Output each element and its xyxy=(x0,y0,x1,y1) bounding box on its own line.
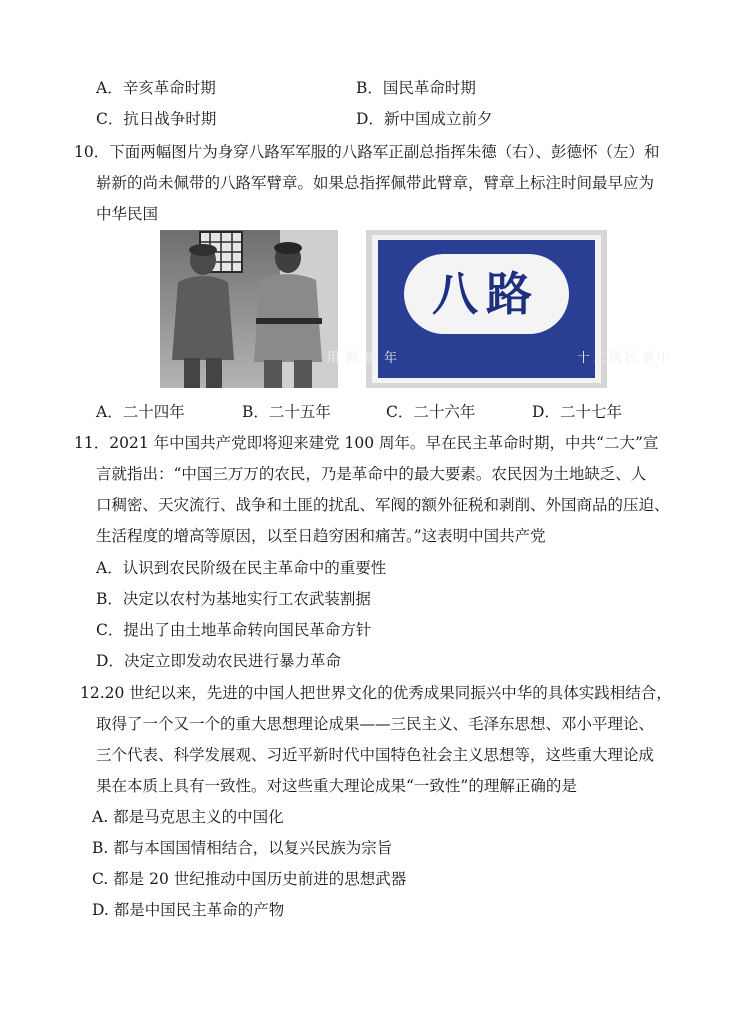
q12-option-a xyxy=(92,807,284,827)
q11-stem-line-1 xyxy=(74,433,658,453)
option-letter: C． xyxy=(96,621,124,639)
armband-year-text: 中華民國二十 xyxy=(577,351,674,366)
q12-stem-line-3: 三个代表、科学发展观、习近平新时代中国特色社会主义思想等，这些重大理论成 xyxy=(96,746,655,764)
q10-stem-line-2: 崭新的尚未佩带的八路军臂章。如果总指挥佩带此臂章，臂章上标注时间最早应为 xyxy=(96,174,655,192)
q12-stem-line-1 xyxy=(80,683,672,703)
option-text: 提出了由土地革命转向国民革命方针 xyxy=(123,621,372,639)
q9-option-b xyxy=(356,78,476,98)
q11-option-d xyxy=(96,651,341,671)
q11-option-a xyxy=(96,558,386,578)
option-letter: A． xyxy=(96,403,123,421)
option-letter: C． xyxy=(386,403,414,421)
q12-option-b xyxy=(92,838,392,858)
q11-stem-line-3: 口稠密、天灾流行、战争和土匪的扰乱、军阀的额外征税和剥削、外国商品的压迫、 xyxy=(96,496,670,514)
q12-option-d xyxy=(92,900,284,920)
option-text: 二十四年 xyxy=(122,403,185,421)
question-number: 10． xyxy=(74,143,110,161)
q10-option-b xyxy=(242,402,331,422)
q10-option-a xyxy=(96,402,185,422)
option-letter: D. xyxy=(92,901,109,919)
q9-option-c xyxy=(96,109,216,129)
q11-option-b xyxy=(96,589,371,609)
option-letter: A. xyxy=(92,808,109,826)
stem-text: 20 世纪以来，先进的中国人把世界文化的优秀成果同振兴中华的具体实践相结合， xyxy=(104,684,672,702)
q12-stem-line-4: 果在本质上具有一致性。对这些重大理论成果“一致性”的理解正确的是 xyxy=(96,777,577,795)
option-text: 辛亥革命时期 xyxy=(122,79,216,97)
q10-stem-line-3: 中华民国 xyxy=(96,205,159,223)
option-text: 二十五年 xyxy=(268,403,331,421)
q10-option-c xyxy=(386,402,475,422)
option-letter: B． xyxy=(356,79,383,97)
q11-stem-line-4: 生活程度的增高等原因，以至日趋穷困和痛苦。”这表明中国共产党 xyxy=(96,527,546,545)
q12-stem-line-2: 取得了一个又一个的重大思想理论成果——三民主义、毛泽东思想、邓小平理论、 xyxy=(96,715,655,733)
option-text: 国民革命时期 xyxy=(382,79,476,97)
option-text: 二十六年 xyxy=(413,403,476,421)
armband-photo xyxy=(326,230,674,388)
option-text: 新中国成立前夕 xyxy=(383,110,493,128)
stem-text: 下面两幅图片为身穿八路军军服的八路军正副总指挥朱德（右）、彭德怀（左）和 xyxy=(109,143,660,161)
option-letter: A． xyxy=(96,79,123,97)
option-letter: B． xyxy=(242,403,269,421)
option-text: 都是中国民主革命的产物 xyxy=(113,901,285,919)
q11-option-c xyxy=(96,620,371,640)
stem-text: 2021 年中国共产党即将迎来建党 100 周年。早在民主革命时期，中共“二大”宣 xyxy=(109,434,659,452)
option-letter: D． xyxy=(356,110,384,128)
option-text: 都是马克思主义的中国化 xyxy=(113,808,284,826)
option-letter: D． xyxy=(532,403,560,421)
option-text: 都与本国国情相结合，以复兴民族为宗旨 xyxy=(113,839,393,857)
option-text: 决定立即发动农民进行暴力革命 xyxy=(123,652,341,670)
q11-stem-line-2: 言就指出：“中国三万万的农民，乃是革命中的最大要素。农民因为土地缺乏、人 xyxy=(96,465,647,483)
armband-use-text: 年 度 佩 用 xyxy=(326,351,398,366)
q10-stem-line-1 xyxy=(74,142,660,162)
option-letter: D． xyxy=(96,652,124,670)
option-letter: C． xyxy=(96,110,124,128)
q10-option-d xyxy=(532,402,622,422)
question-number: 11． xyxy=(74,434,110,452)
q12-option-c xyxy=(92,869,406,889)
option-text: 决定以农村为基地实行工农武装割据 xyxy=(122,590,371,608)
armband-main-text: 八路 xyxy=(432,267,540,321)
option-text: 抗日战争时期 xyxy=(123,110,217,128)
option-text: 二十七年 xyxy=(559,403,622,421)
q9-option-d xyxy=(356,109,492,129)
q9-option-a xyxy=(96,78,216,98)
soldiers-photo xyxy=(160,230,338,388)
option-text: 认识到农民阶级在民主革命中的重要性 xyxy=(122,559,387,577)
option-letter: B． xyxy=(96,590,123,608)
option-letter: A． xyxy=(96,559,123,577)
option-letter: B. xyxy=(92,839,109,857)
question-number: 12. xyxy=(80,684,105,702)
option-text: 都是 20 世纪推动中国历史前进的思想武器 xyxy=(113,870,407,888)
option-letter: C. xyxy=(92,870,109,888)
